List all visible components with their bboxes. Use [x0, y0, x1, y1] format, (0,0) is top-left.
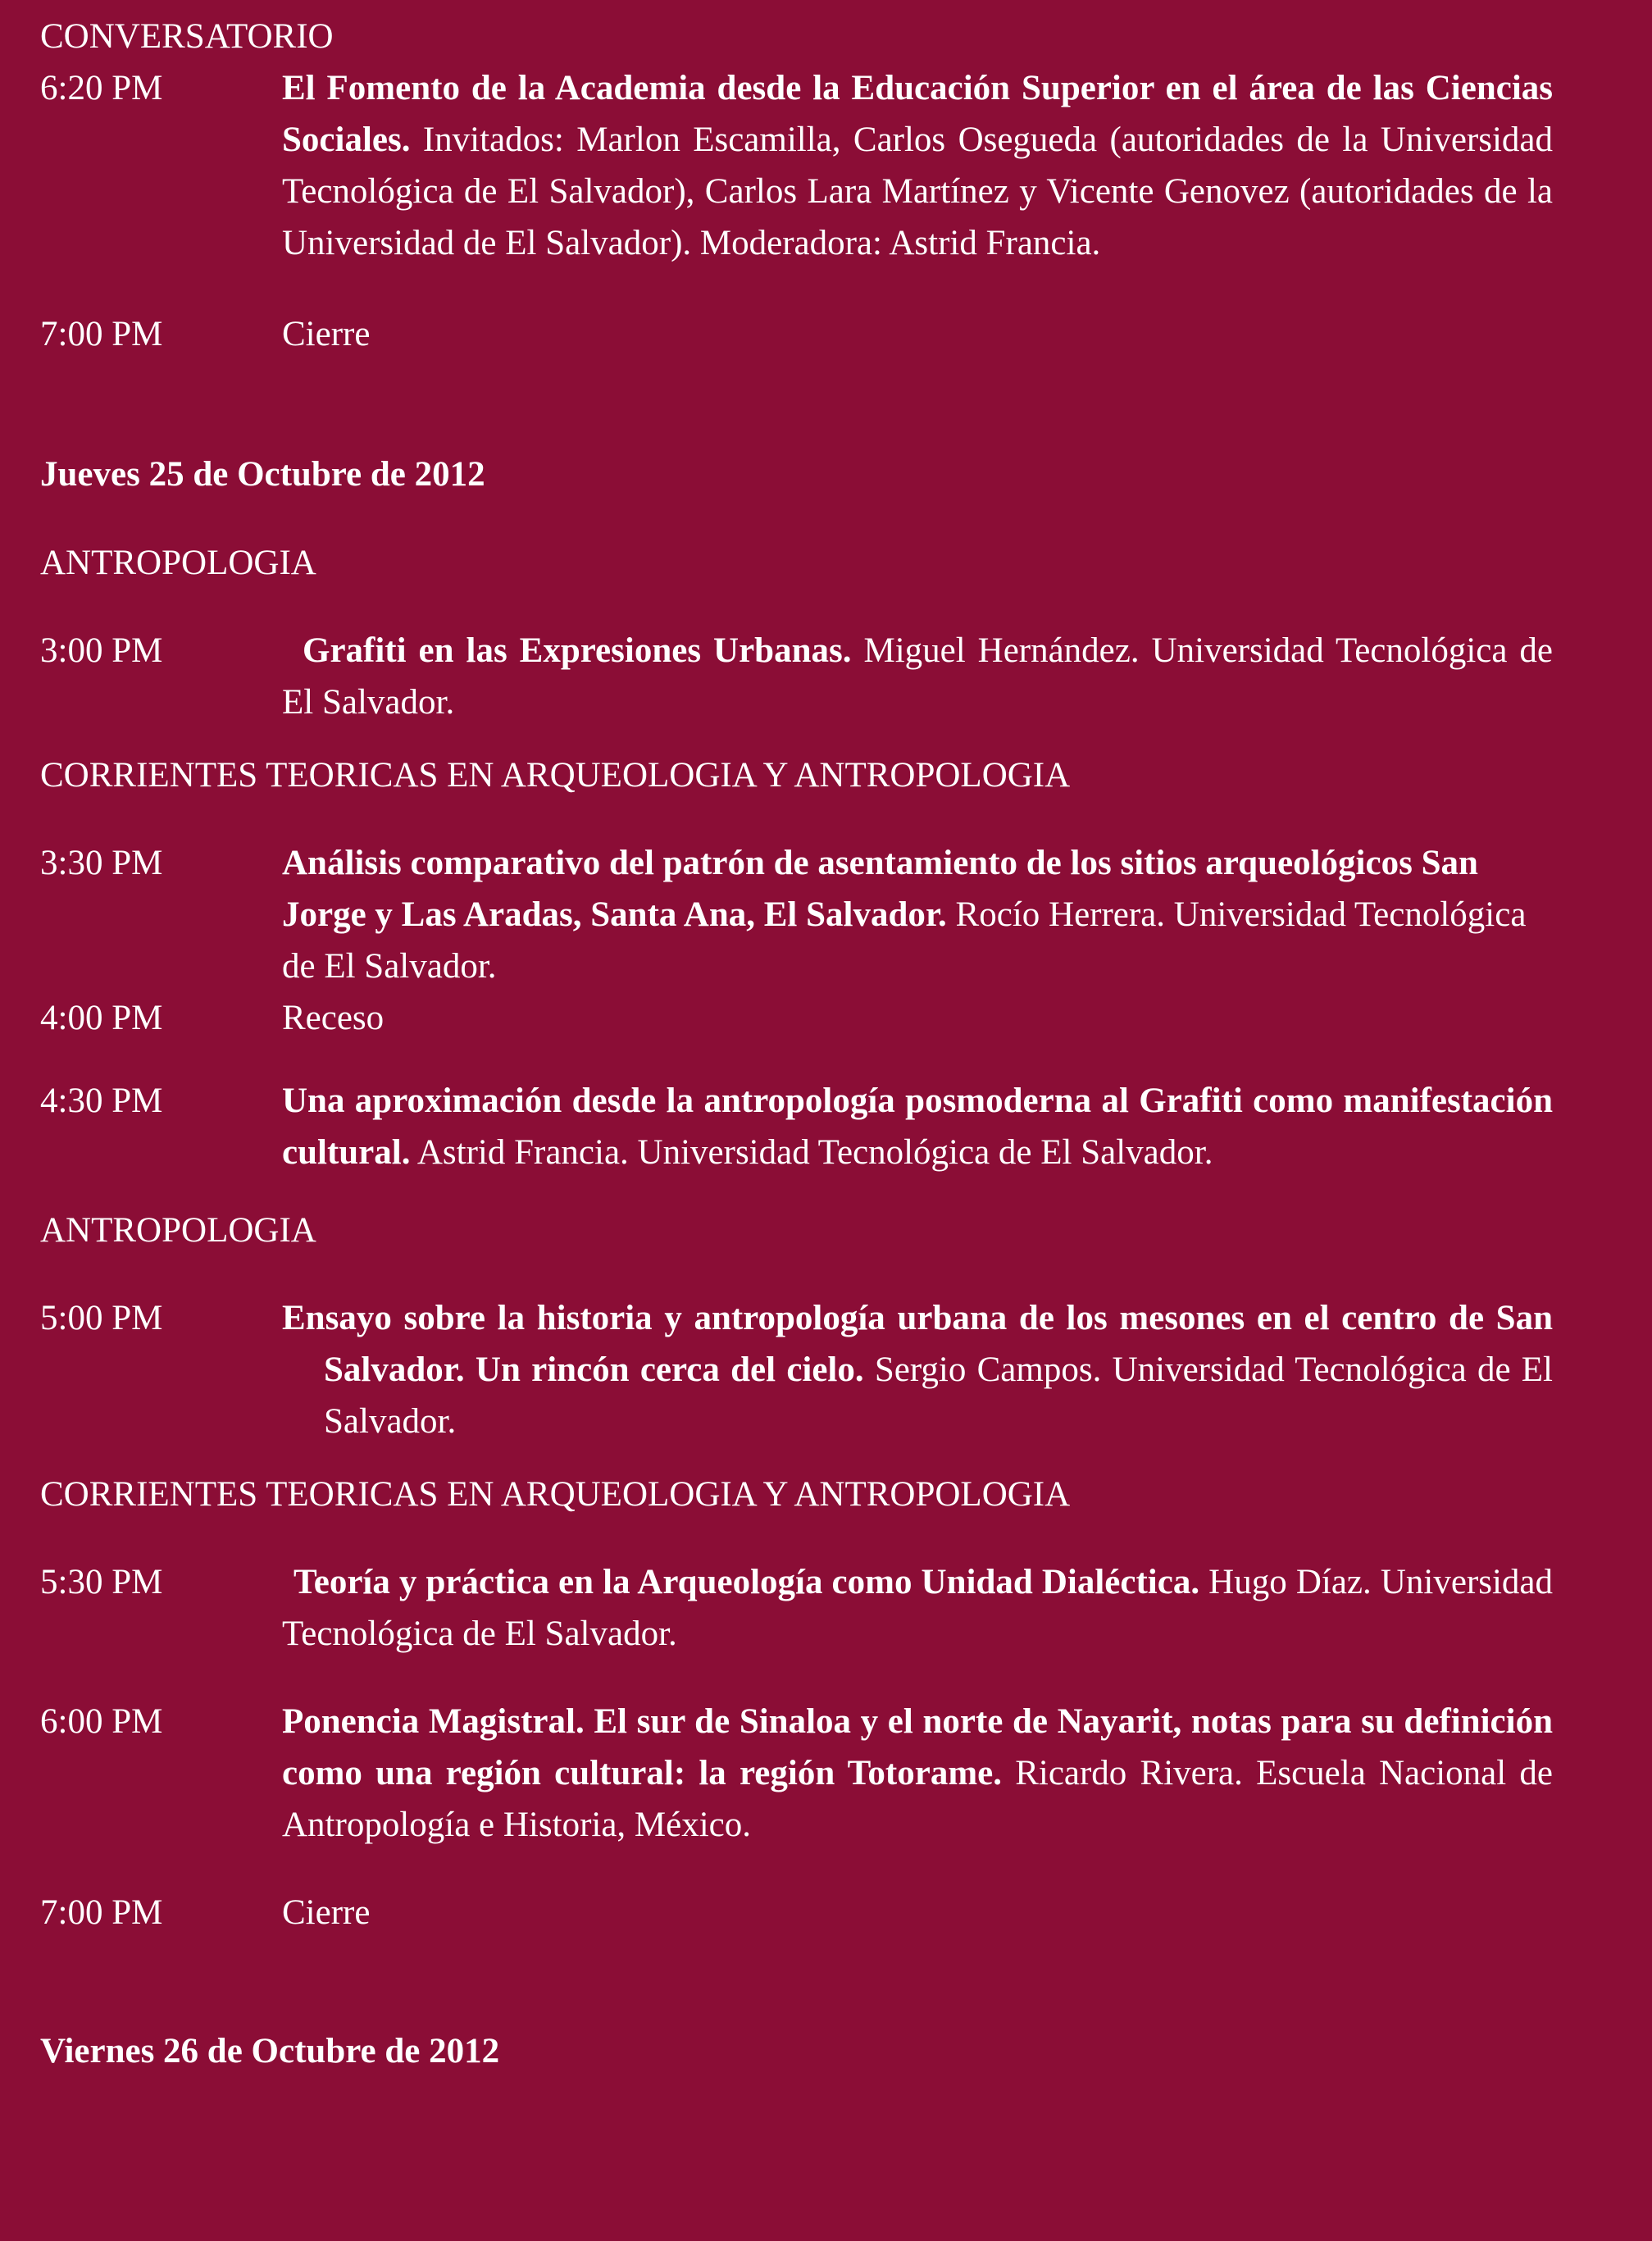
entry-details: Rocío Herrera. Universidad Tecnológica de El Salvador.	[282, 895, 1527, 986]
entry-details: Cierre	[282, 315, 371, 353]
entry-time: 4:00 PM	[40, 999, 163, 1037]
schedule-entry	[40, 837, 1553, 992]
schedule-entry	[40, 1887, 1553, 1938]
entry-time: 6:20 PM	[40, 69, 163, 107]
section-heading-corrientes-teoricas: CORRIENTES TEORICAS EN ARQUEOLOGIA Y ANTROPOLOGIA	[40, 756, 1071, 795]
schedule-entry	[40, 308, 1553, 360]
schedule	[40, 11, 1553, 2077]
entry-title: Análisis comparativo del patrón de asentamiento de los sitios arqueológicos San Jorge y Las Aradas, Santa Ana, El Salvador.	[282, 844, 1478, 934]
entry-details: Ricardo Rivera. Escuela Nacional de Antropología e Historia, México.	[282, 1754, 1553, 1844]
day-heading-viernes: Viernes 26 de Octubre de 2012	[40, 2032, 500, 2070]
entry-title: Una aproximación desde la antropología posmoderna al Grafiti como manifestación cultural.	[282, 1082, 1553, 1172]
entry-time: 3:00 PM	[40, 631, 163, 670]
schedule-entry	[40, 992, 1553, 1044]
entry-details: Astrid Francia. Universidad Tecnológica de El Salvador.	[410, 1133, 1213, 1172]
section-heading-corrientes-teoricas: CORRIENTES TEORICAS EN ARQUEOLOGIA Y ANTROPOLOGIA	[40, 1475, 1071, 1514]
section-heading-conversatorio: CONVERSATORIO	[40, 17, 334, 56]
schedule-entry	[40, 1075, 1553, 1178]
schedule-entry	[40, 1696, 1553, 1851]
day-heading-jueves: Jueves 25 de Octubre de 2012	[40, 455, 485, 494]
schedule-entry	[40, 1556, 1553, 1660]
entry-title: Teoría y práctica en la Arqueología como Unidad Dialéctica.	[294, 1563, 1200, 1601]
entry-title: Ensayo sobre la historia y antropología urbana de los mesones en el centro de San Salvador. Un rincón cerca del cielo.	[282, 1299, 1553, 1389]
entry-time: 5:30 PM	[40, 1563, 163, 1601]
schedule-entry	[40, 625, 1553, 728]
entry-description	[282, 1696, 1553, 1851]
entry-time: 3:30 PM	[40, 844, 163, 882]
entry-description	[282, 625, 1553, 728]
entry-time: 6:00 PM	[40, 1702, 163, 1741]
section-heading-antropologia: ANTROPOLOGIA	[40, 1211, 316, 1250]
entry-title: Ponencia Magistral. El sur de Sinaloa y el norte de Nayarit, notas para su definición como una región cultural: la región Totorame.	[282, 1702, 1553, 1792]
entry-details: Miguel Hernández. Universidad Tecnológica de El Salvador.	[282, 631, 1553, 722]
schedule-entry	[40, 1292, 1553, 1447]
entry-details: Receso	[282, 999, 385, 1037]
entry-title: El Fomento de la Academia desde la Educación Superior en el área de las Ciencias Sociales.	[282, 69, 1553, 159]
entry-description	[282, 837, 1553, 992]
entry-details: Hugo Díaz. Universidad Tecnológica de El Salvador.	[282, 1563, 1553, 1653]
entry-time: 4:30 PM	[40, 1082, 163, 1120]
entry-details: Cierre	[282, 1893, 371, 1932]
entry-time: 5:00 PM	[40, 1299, 163, 1337]
entry-title: Grafiti en las Expresiones Urbanas.	[303, 631, 852, 670]
entry-description	[282, 62, 1553, 269]
entry-time: 7:00 PM	[40, 1893, 163, 1932]
schedule-entry	[40, 62, 1553, 269]
entry-details: Invitados: Marlon Escamilla, Carlos Osegueda (autoridades de la Universidad Tecnológica de El Salvador), Carlos Lara Martínez y Vicente Genovez (autoridades de la Universidad de El Salvador). Moderadora: Astrid Francia.	[282, 121, 1553, 262]
entry-details: Sergio Campos. Universidad Tecnológica de El Salvador.	[324, 1351, 1553, 1441]
entry-time: 7:00 PM	[40, 315, 163, 353]
entry-description	[282, 1556, 1553, 1660]
section-heading-antropologia: ANTROPOLOGIA	[40, 544, 316, 582]
entry-description	[282, 1292, 1553, 1447]
entry-description	[282, 1075, 1553, 1178]
